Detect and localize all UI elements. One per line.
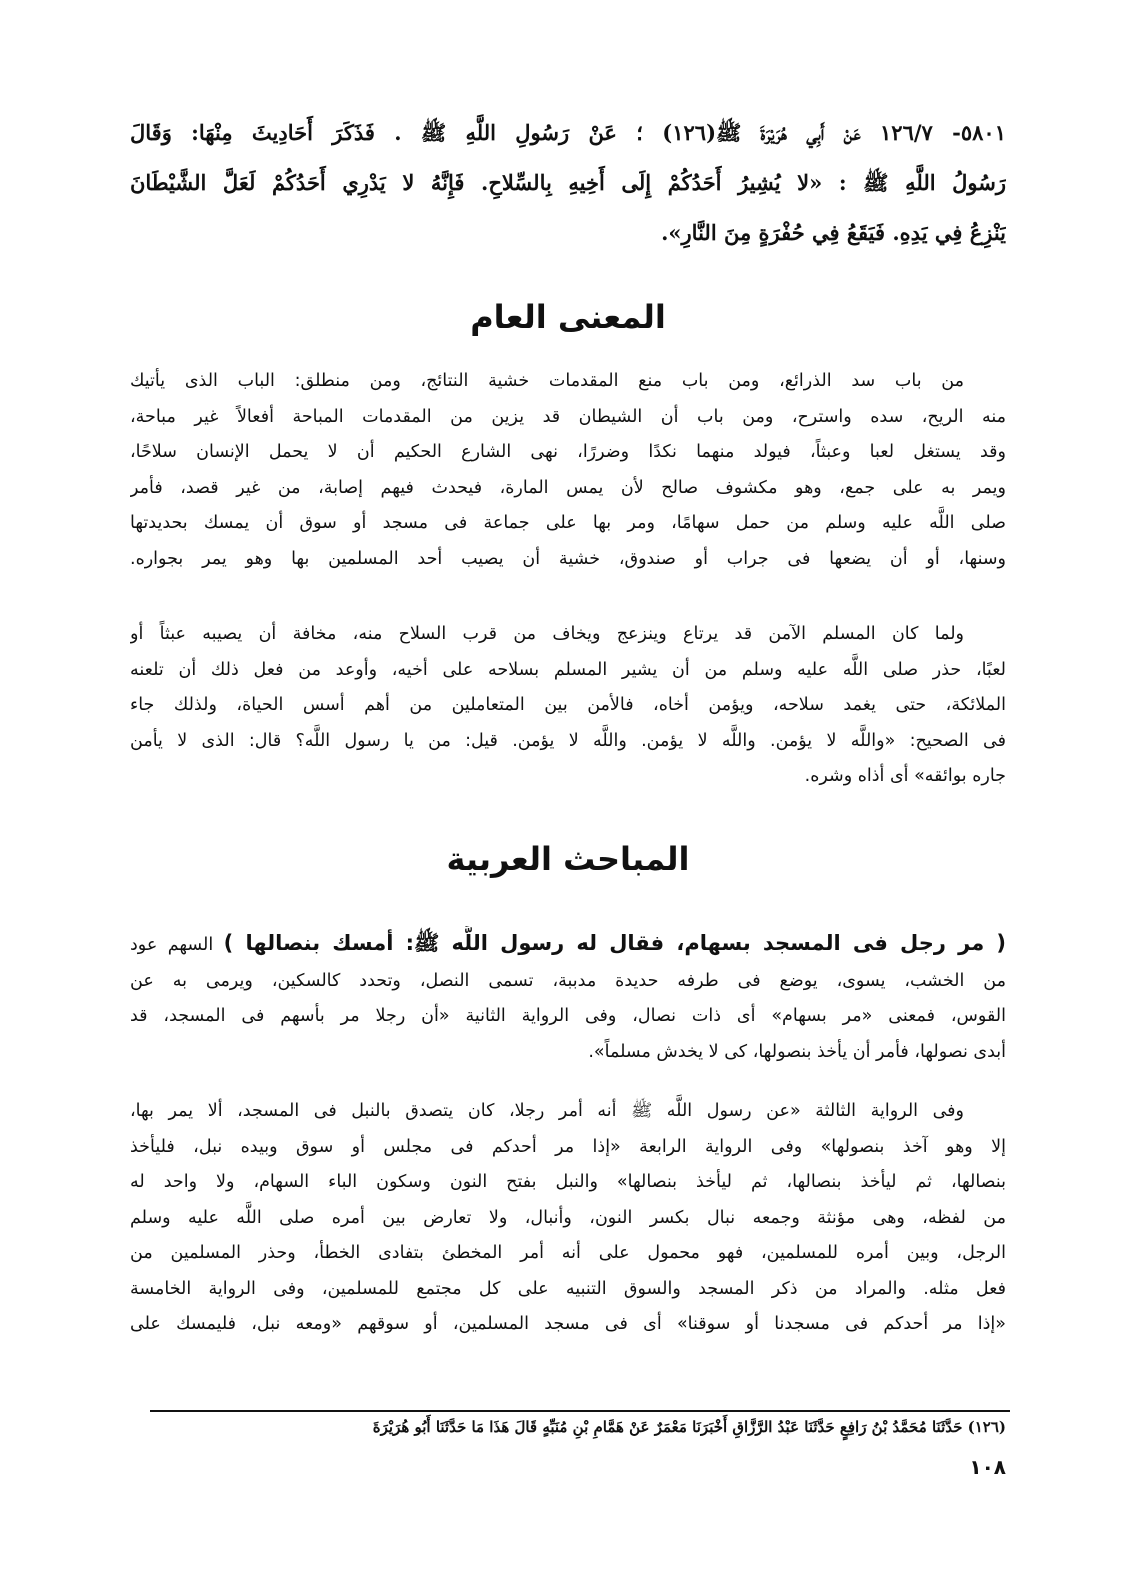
paragraph xyxy=(130,1094,1006,1343)
text-line: «إذا مر أحدكم فى مسجدنا أو سوقنا» أى فى مسجد المسلمين، أو سوقهم «ومعه نبل، فليمسك على xyxy=(130,1314,1006,1334)
text-line: جاره بوائقه» أى أذاه وشره. xyxy=(804,766,1006,786)
text-line: فعل مثله. والمراد من ذكر المسجد والسوق التنبيه على كل مجتمع للمسلمين، وفى الرواية الخامسة xyxy=(130,1278,1006,1299)
subheading: ( مر رجل فى المسجد بسهام، فقال له رسول اللَّه ﷺ: أمسك بنصالها ) xyxy=(223,931,1006,955)
text-line: الرجل، وبين أمره للمسلمين، فهو محمول على أنه أمر المخطئ بتفادى الخطأ، وحذر المسلمين من xyxy=(130,1243,1006,1263)
text-line: من باب سد الذرائع، ومن باب منع المقدمات خشية النتائج، ومن منطلق: الباب الذى يأتيك xyxy=(130,371,964,391)
text-line: وقد يستغل لعبا وعبثاً، فيولد منهما نكدًا وضررًا، نهى الشارع الحكيم أن لا يحمل الإنسان سلاحًا، xyxy=(130,442,1006,462)
text-line: أبدى نصولها، فأمر أن يأخذ بنصولها، كى لا يخدش مسلماً». xyxy=(588,1041,1006,1062)
text-line: بنصالها، ثم ليأخذ بنصالها، ثم ليأخذ بنصالها» والنبل بفتح النون وسكون الباء السهام، ولا واحد له xyxy=(130,1172,1006,1192)
text-line: من الخشب، يسوى، يوضع فى طرفه حديدة مدببة، تسمى النصل، وتحدد كالسكين، ويرمى به عن xyxy=(130,970,1006,991)
text-line: فى الصحيح: «واللَّه لا يؤمن. واللَّه لا يؤمن. واللَّه لا يؤمن. قيل: من يا رسول اللَّه؟ قال: الذى لا يأمن xyxy=(130,730,1006,751)
text-line: إلا وهو آخذ بنصولها» وفى الرواية الرابعة «إذا مر أحدكم فى مجلس أو سوق وبيده نبل، فليأخذ xyxy=(130,1136,1006,1157)
paragraph xyxy=(130,364,1006,577)
paragraph xyxy=(130,926,1006,1070)
text-line: الملائكة، حتى يغمد سلاحه، ويؤمن أخاه، فالأمن بين المتعاملين من أهم أسس الحياة، ولذلك جاء xyxy=(130,695,1006,715)
text-line: القوس، فمعنى «مر بسهام» أى ذات نصال، وفى الرواية الثانية «أن رجلا مر بأسهم فى المسجد، قد xyxy=(130,1006,1006,1026)
footnote: (١٢٦) حَدَّثَنَا مُحَمَّدُ بْنُ رَافِعٍ حَدَّثَنَا عَبْدُ الرَّزَّاقِ أَخْبَرَنَا مَعْمَرٌ عَنْ هَمَّامِ بْنِ مُنَبِّهٍ قَالَ هَذَا مَا حَدَّثَنَا أَبُو هُرَيْرَةَ xyxy=(372,1418,1006,1436)
hadith-text xyxy=(130,108,1006,258)
text-line xyxy=(130,926,1006,964)
section-heading-general-meaning: المعنى العام xyxy=(470,298,666,336)
hadith-line: يَنْزِعُ فِي يَدِهِ. فَيَقَعُ فِي حُفْرَةٍ مِنَ النَّارِ». xyxy=(661,220,1006,245)
hadith-line: ٥٨٠١- ١٢٦/٧ عَنْ أَبِي هُرَيْرَةَ ﷺ(١٢٦) ؛ عَنْ رَسُولِ اللَّهِ ﷺ . فَذَكَرَ أَحَادِيثَ مِنْهَا: وَقَالَ xyxy=(130,120,1006,145)
text-line: وفى الرواية الثالثة «عن رسول اللَّه ﷺ أنه أمر رجلا، كان يتصدق بالنبل فى المسجد، ألا يمر بها، xyxy=(130,1101,964,1121)
text-line: وسنها، أو أن يضعها فى جراب أو صندوق، خشية أن يصيب أحد المسلمين بها وهو يمر بجواره. xyxy=(130,548,1006,569)
section-heading-linguistic: المباحث العربية xyxy=(446,840,690,878)
text-line: منه الريح، سده واسترح، ومن باب أن الشيطان قد يزين من المقدمات المباحة أفعالاً غير مباحة، xyxy=(130,406,1006,427)
page-number: ١٠٨ xyxy=(969,1455,1006,1479)
text-line: ولما كان المسلم الآمن قد يرتاع وينزعج ويخاف من قرب السلاح منه، مخافة أن يصيبه عبثاً أو xyxy=(130,624,964,644)
text-line: صلى اللَّه عليه وسلم من حمل سهامًا، ومر بها على جماعة فى مسجد أو سوق أن يمسك بحديدتها xyxy=(130,513,1006,533)
footnote-divider xyxy=(150,1410,1010,1412)
text-line: ويمر به على جمع، وهو مكشوف صالح لأن يمس المارة، فيحدث فيهم إصابة، من غير قصد، فأمر xyxy=(130,477,1006,498)
text-line: من لفظه، وهى مؤنثة وجمعه نبال بكسر النون، وأنبال، ولا تعارض بين أمره صلى اللَّه عليه وسلم xyxy=(130,1207,1006,1228)
paragraph xyxy=(130,617,1006,795)
text-line: لعبًا، حذر صلى اللَّه عليه وسلم من أن يشير المسلم بسلاحه على أخيه، وأوعد من فعل ذلك أن تلعنه xyxy=(130,659,1006,680)
hadith-line: رَسُولُ اللَّهِ ﷺ : «لا يُشِيرُ أَحَدُكُمْ إِلَى أَخِيهِ بِالسِّلاحِ. فَإِنَّهُ لا يَدْرِي أَحَدُكُمْ لَعَلَّ الشَّيْطَانَ xyxy=(130,170,1006,195)
subheading-tail: السهم عود xyxy=(130,935,214,955)
